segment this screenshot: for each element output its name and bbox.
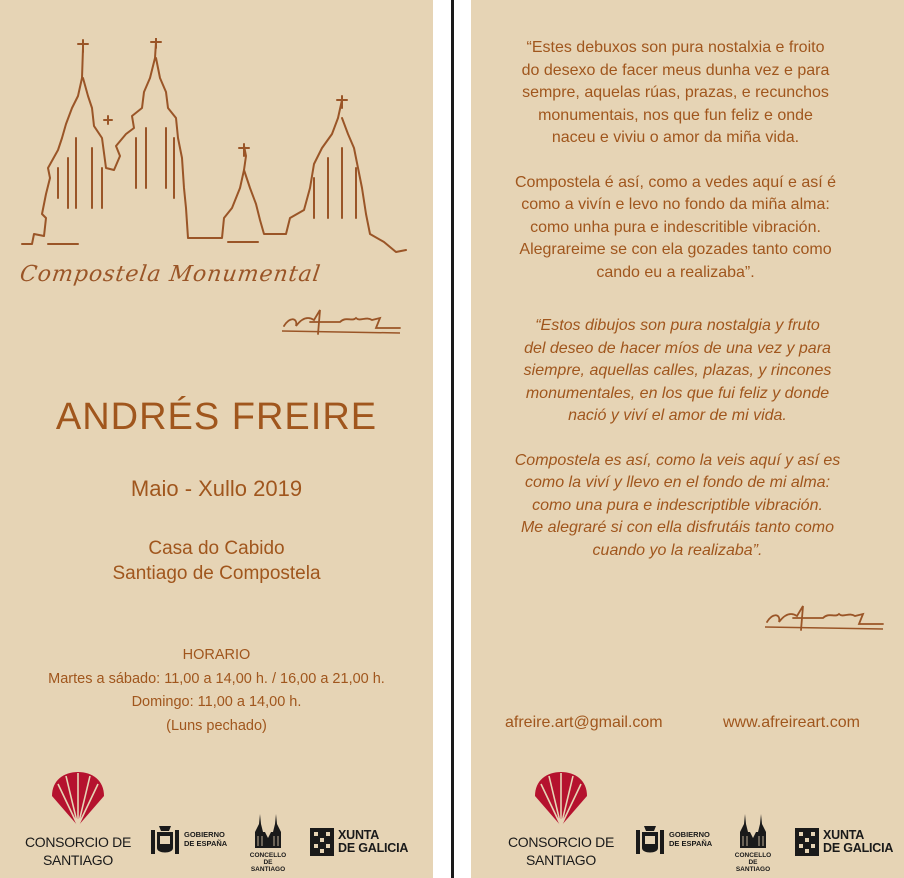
- sponsor-logos: [0, 768, 433, 878]
- concello-logo: CONCELLO DE SANTIAGO: [731, 812, 775, 873]
- consorcio-logo: CONSORCIO DE SANTIAGO: [501, 770, 621, 868]
- spanish-paragraph-1: “Estos dibujos son pura nostalgia y fruto del deseo de hacer míos de una vez y para siempre, aquellas calles, plazas, y rincones monumentales, en los que fui feliz y donde nació y viví el amor de mi vida.: [523, 317, 832, 424]
- signature-mark: [763, 602, 887, 632]
- right-panel: [471, 0, 904, 878]
- spanish-paragraph-2: Compostela es así, como la veis aquí y así es como la viví y llevo en el fondo de mi alma: como una pura e indescriptible vibración. Me alegraré si con ella disfrutáis tanto como cuando yo la realizaba”.: [514, 451, 841, 559]
- fold-divider: [451, 0, 454, 878]
- coat-of-arms-icon: [633, 824, 667, 858]
- website-link[interactable]: www.afreireart.com: [723, 714, 860, 731]
- script-title: Compostela Monumental: [18, 262, 323, 287]
- venue-city: Santiago de Compostela: [112, 563, 321, 584]
- email-link[interactable]: afreire.art@gmail.com: [505, 714, 663, 731]
- xunta-emblem-icon: [310, 828, 334, 856]
- spanish-text: [461, 315, 894, 584]
- coat-of-arms-icon: [148, 824, 182, 858]
- concello-logo: CONCELLO DE SANTIAGO: [246, 812, 290, 873]
- artist-name: ANDRÉS FREIRE: [55, 396, 378, 438]
- sponsor-logos: [471, 768, 904, 878]
- xunta-emblem-icon: [795, 828, 819, 856]
- gobierno-logo: GOBIERNO DE ESPAÑA: [148, 824, 230, 862]
- left-panel: [0, 0, 433, 878]
- cathedral-sketch: [18, 38, 408, 258]
- consorcio-logo: CONSORCIO DE SANTIAGO: [18, 770, 138, 868]
- signature-mark: [280, 306, 404, 336]
- hours-sunday: Domingo: 11,00 a 14,00 h.: [131, 694, 302, 710]
- cathedral-icon: [253, 812, 283, 848]
- exhibition-dates: Maio - Xullo 2019: [130, 476, 303, 501]
- gobierno-logo: GOBIERNO DE ESPAÑA: [633, 824, 715, 862]
- galician-paragraph-1: “Estes debuxos son pura nostalxia e froito do desexo de facer meus dunha vez e para sempre, aquelas rúas, prazas, e recunchos monumentais, nos que fun feliz e onde naceu e viviu o amor da miña vida.: [521, 39, 830, 146]
- venue-name: Casa do Cabido: [148, 538, 285, 559]
- scallop-shell-icon: [48, 770, 108, 828]
- galician-text: [459, 37, 892, 306]
- hours-weekdays: Martes a sábado: 11,00 a 14,00 h. / 16,00 a 21,00 h.: [48, 670, 385, 687]
- venue: [0, 536, 433, 586]
- hours-title: HORARIO: [182, 647, 251, 663]
- hours-closed: (Luns pechado): [166, 717, 267, 734]
- cathedral-icon: [738, 812, 768, 848]
- opening-hours: [0, 644, 433, 738]
- xunta-logo: XUNTA DE GALICIA: [310, 828, 410, 860]
- galician-paragraph-2: Compostela é así, como a vedes aquí e así é como a vivín e levo no fondo da miña alma: como unha pura e indescritible vibración. Alegrareime se con ela gozades tanto como cando eu a realizaba”.: [514, 173, 837, 281]
- scallop-shell-icon: [531, 770, 591, 828]
- xunta-logo: XUNTA DE GALICIA: [795, 828, 895, 860]
